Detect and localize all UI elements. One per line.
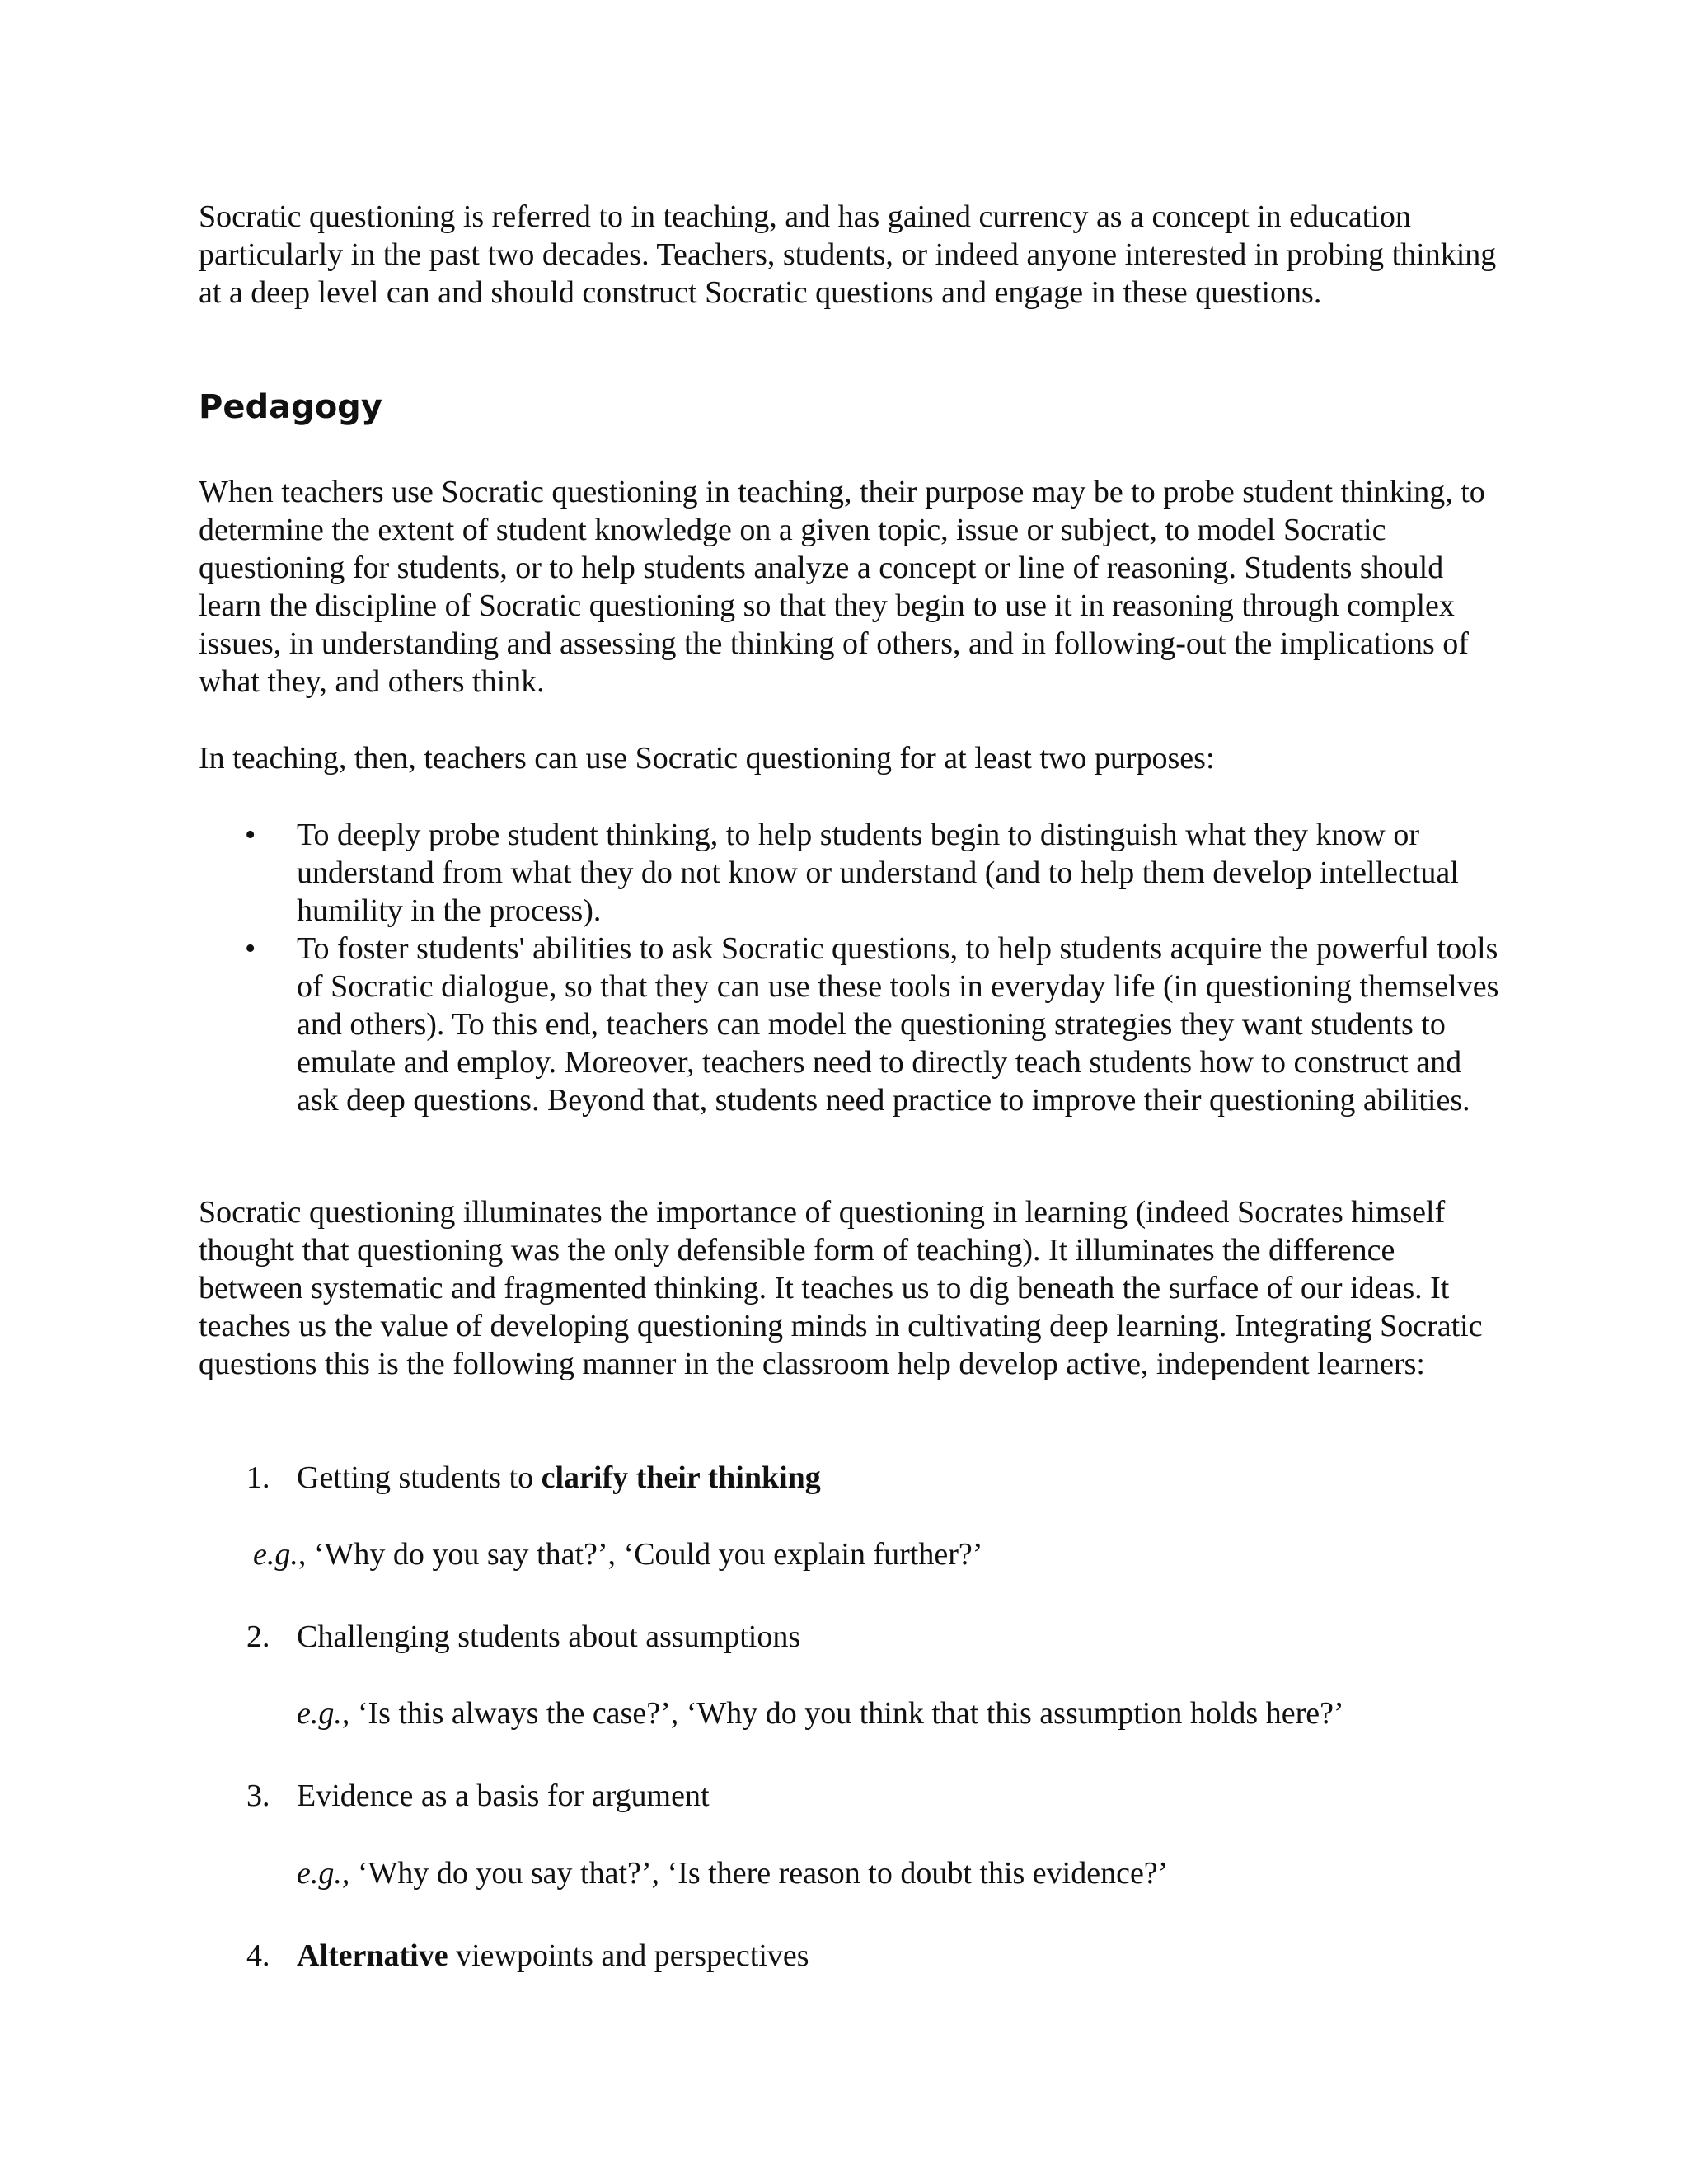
eg-label: e.g. [297,1856,342,1891]
bullet-list [199,816,1501,1119]
example-questions [297,1854,1168,1892]
item-number: 2. [246,1619,270,1654]
intro-paragraph: Socratic questioning is referred to in teaching, and has gained currency as a concept in education particularly in the past two decades. Teachers, students, or indeed anyone interested in probing thinking at a deep level can and should construct Socratic questions and engage in these questions. [199,199,1497,310]
item-bold-text: clarify their thinking [541,1460,821,1495]
item-number: 4. [246,1938,270,1973]
example-text: , ‘Is this always the case?’, ‘Why do you think that this assumption holds here?’ [341,1696,1344,1731]
paragraph-purpose: When teachers use Socratic questioning in teaching, their purpose may be to probe student thinking, to determine the extent of student knowledge on a given topic, issue or subject, to model Socratic questioning for students, or to help students analyze a concept or line of reasoning. Students should learn the discipline of Socratic questioning so that they begin to use it in reasoning through complex issues, in understanding and assessing the thinking of others, and in following-out the implications of what they, and others think. [199,475,1485,699]
item-text: Getting students to clarify their thinking [297,1460,821,1495]
example-text: , ‘Why do you say that?’, ‘Is there reason to doubt this evidence?’ [341,1856,1169,1891]
bullet-icon: • [245,818,256,852]
bullet-text: To foster students' abilities to ask Socratic questions, to help students acquire the powerful tools of Socratic dialogue, so that they can use these tools in everyday life (in questioning themselves and others). To this end, teachers can model the questioning strategies they want students to emulate and employ. Moreover, teachers need to directly teach students how to construct and ask deep questions. Beyond that, students need practice to improve their questioning abilities. [297,931,1499,1118]
example-questions [297,1694,1344,1732]
bullet-item [199,930,1501,1119]
item-number: 3. [246,1779,270,1813]
example-text: , ‘Why do you say that?’, ‘Could you explain further?’ [298,1537,983,1572]
item-number: 1. [246,1460,270,1495]
item-text: Alternative viewpoints and perspectives [297,1938,809,1973]
paragraph-two-purposes: In teaching, then, teachers can use Socratic questioning for at least two purposes: [199,741,1215,776]
bullet-icon: • [245,931,256,966]
item-text: Challenging students about assumptions [297,1619,801,1654]
example-questions [253,1535,982,1573]
section-heading: Pedagogy [199,388,382,426]
paragraph-illuminates: Socratic questioning illuminates the importance of questioning in learning (indeed Socrates himself thought that questioning was the only defensible form of teaching). It illuminates the difference between systematic and fragmented thinking. It teaches us to dig beneath the surface of our ideas. It teaches us the value of developing questioning minds in cultivating deep learning. Integrating Socratic questions this is the following manner in the classroom help develop active, independent learners: [199,1195,1483,1381]
bullet-item [199,816,1501,930]
item-text: Evidence as a basis for argument [297,1779,710,1813]
item-bold-text: Alternative [297,1938,448,1973]
eg-label: e.g. [297,1696,342,1731]
bullet-text: To deeply probe student thinking, to help students begin to distinguish what they know or understand from what they do not know or understand (and to help them develop intellectual humility in the process). [297,818,1459,928]
eg-label: e.g. [253,1537,298,1572]
